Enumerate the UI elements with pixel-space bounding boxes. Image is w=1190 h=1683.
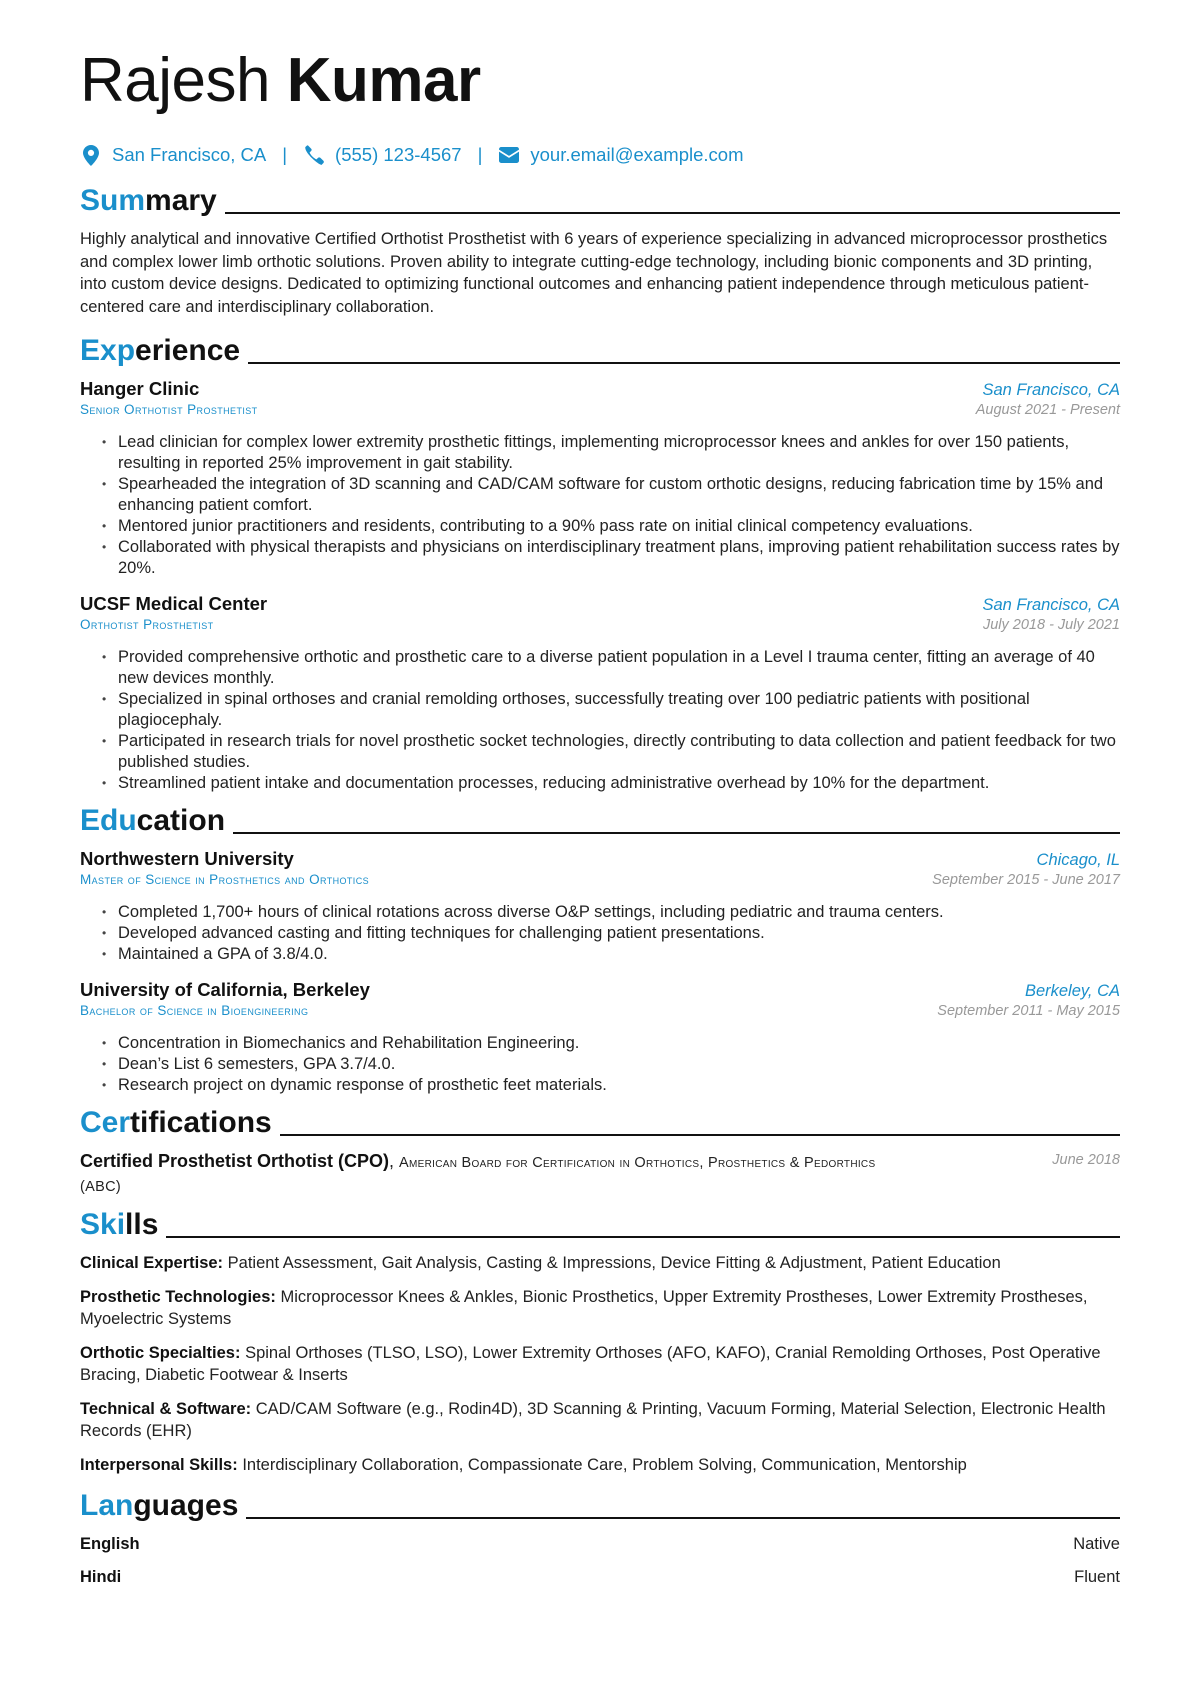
- section-header: [80, 1206, 1120, 1242]
- section-title: [80, 804, 225, 838]
- employer-name: UCSF Medical Center: [80, 593, 268, 614]
- section-header: [80, 332, 1120, 368]
- contact-location: [80, 144, 266, 166]
- skill-row: [80, 1252, 1120, 1275]
- candidate-name: [80, 40, 1120, 122]
- bullet-list: [80, 432, 1120, 579]
- section-title: [80, 1208, 158, 1242]
- bullet-list: [80, 902, 1120, 965]
- skills-section: [80, 1206, 1120, 1476]
- entry-dates: September 2015 - June 2017: [932, 872, 1120, 888]
- experience-entry: [80, 593, 1120, 794]
- experience-entry: [80, 378, 1120, 579]
- entry-dates: July 2018 - July 2021: [982, 617, 1120, 633]
- education-section: [80, 802, 1120, 1096]
- skill-category: Prosthetic Technologies:: [80, 1287, 276, 1306]
- skill-category: Orthotic Specialties:: [80, 1343, 241, 1362]
- language-row: [80, 1533, 1120, 1555]
- language-name: Hindi: [80, 1568, 122, 1586]
- education-entry: [80, 979, 1120, 1096]
- degree-title: Bachelor of Science in Bioengineering: [80, 1003, 309, 1018]
- section-title-accent: Cer: [80, 1106, 131, 1139]
- summary-text: Highly analytical and innovative Certified Orthotist Prosthetist with 6 years of experience specializing in advanced microprocessor prosthetics and complex lower limb orthotic solutions. Proven ability to integrate cutting-edge technology, including bionic components and 3D printing, into custom device designs. Dedicated to optimizing functional outcomes and enhancing patient independence through meticulous patient-centered care and interdisciplinary collaboration.: [80, 230, 1108, 316]
- certification-name: Certified Prosthetist Orthotist (CPO): [80, 1151, 390, 1171]
- employer-name: Hanger Clinic: [80, 378, 200, 399]
- list-item: • Mentored junior practitioners and residents, contributing to a 90% pass rate on initial clinical competency evaluations.: [118, 516, 1120, 537]
- section-divider: [225, 212, 1120, 214]
- section-title: [80, 334, 240, 368]
- list-item: • Developed advanced casting and fitting techniques for challenging patient presentations.: [118, 923, 1120, 944]
- languages-section: [80, 1487, 1120, 1588]
- list-item: • Lead clinician for complex lower extremity prosthetic fittings, implementing microprocessor knees and ankles for over 150 patients, resulting in reported 25% improvement in gait stability.: [118, 432, 1120, 474]
- section-title-accent: Edu: [80, 804, 137, 837]
- skill-values: Patient Assessment, Gait Analysis, Casting & Impressions, Device Fitting & Adjustment, Patient Education: [227, 1254, 1001, 1272]
- section-title-rest: mary: [145, 184, 217, 217]
- skill-values: CAD/CAM Software (e.g., Rodin4D), 3D Scanning & Printing, Vacuum Forming, Material Selection, Electronic Health Records (EHR): [80, 1399, 1106, 1440]
- entry-dates: August 2021 - Present: [975, 402, 1120, 418]
- contact-bar: [80, 142, 1120, 168]
- list-item: • Participated in research trials for novel prosthetic socket technologies, directly contributing to data collection and patient feedback for two published studies.: [118, 731, 1120, 773]
- email-text: your.email@example.com: [530, 144, 744, 165]
- section-divider: [246, 1517, 1120, 1519]
- certification-date: June 2018: [1052, 1152, 1120, 1168]
- bullet-list: [80, 1033, 1120, 1096]
- entry-location: Chicago, IL: [1036, 851, 1120, 869]
- skill-row: [80, 1454, 1120, 1477]
- certification-item: [80, 1150, 1120, 1198]
- section-title-rest: cation: [136, 804, 226, 837]
- section-divider: [248, 362, 1120, 364]
- contact-email[interactable]: [498, 144, 743, 166]
- certification-separator: ,: [389, 1151, 400, 1171]
- job-title: Orthotist Prosthetist: [80, 617, 214, 632]
- section-title: [80, 184, 217, 218]
- language-name: English: [80, 1535, 140, 1553]
- language-row: [80, 1566, 1120, 1588]
- section-title-rest: guages: [133, 1489, 239, 1522]
- contact-separator: |: [282, 144, 288, 165]
- section-title-accent: Lan: [80, 1489, 134, 1522]
- skill-values: Spinal Orthoses (TLSO, LSO), Lower Extremity Orthoses (AFO, KAFO), Cranial Remolding Orthoses, Post Operative Bracing, Diabetic Footwear & Inserts: [80, 1343, 1101, 1384]
- section-header: [80, 182, 1120, 218]
- section-title-rest: lls: [125, 1208, 159, 1241]
- certifying-body: American Board for Certification in Orthotics, Prosthetics & Pedorthics (ABC): [80, 1155, 876, 1195]
- entry-location: San Francisco, CA: [982, 381, 1120, 399]
- experience-section: [80, 332, 1120, 794]
- skill-values: Interdisciplinary Collaboration, Compassionate Care, Problem Solving, Communication, Mentorship: [242, 1455, 967, 1474]
- envelope-icon: [498, 144, 520, 166]
- section-title: [80, 1489, 238, 1523]
- list-item: • Collaborated with physical therapists and physicians on interdisciplinary treatment plans, improving patient rehabilitation success rates by 20%.: [118, 537, 1120, 579]
- school-name: University of California, Berkeley: [80, 979, 370, 1000]
- list-item: • Dean’s List 6 semesters, GPA 3.7/4.0.: [118, 1054, 1120, 1075]
- skill-category: Clinical Expertise:: [80, 1254, 224, 1272]
- contact-phone[interactable]: [303, 144, 462, 166]
- section-header: [80, 802, 1120, 838]
- job-title: Senior Orthotist Prosthetist: [80, 402, 258, 417]
- section-divider: [166, 1236, 1120, 1238]
- bullet-list: [80, 647, 1120, 794]
- section-title-accent: Ski: [80, 1208, 126, 1241]
- section-header: [80, 1104, 1120, 1140]
- language-level: Fluent: [1074, 1568, 1120, 1586]
- list-item: • Streamlined patient intake and documentation processes, reducing administrative overhead by 10% for the department.: [118, 773, 1120, 794]
- list-item: • Spearheaded the integration of 3D scanning and CAD/CAM software for custom orthotic designs, reducing fabrication time by 15% and enhancing patient comfort.: [118, 474, 1120, 516]
- phone-icon: [303, 144, 325, 166]
- skill-category: Interpersonal Skills:: [80, 1455, 238, 1474]
- first-name: Rajesh: [80, 46, 270, 115]
- certification-text: [80, 1150, 910, 1198]
- school-name: Northwestern University: [80, 848, 294, 869]
- phone-text: (555) 123-4567: [335, 144, 462, 165]
- section-title-rest: erience: [135, 334, 241, 367]
- skill-row: [80, 1398, 1120, 1443]
- summary-section: [80, 182, 1120, 318]
- skill-row: [80, 1286, 1120, 1331]
- language-level: Native: [1073, 1535, 1120, 1553]
- skill-values: Microprocessor Knees & Ankles, Bionic Prosthetics, Upper Extremity Prostheses, Lower Extremity Prostheses, Myoelectric Systems: [80, 1287, 1088, 1328]
- list-item: • Specialized in spinal orthoses and cranial remolding orthoses, successfully treating over 100 pediatric patients with positional plagiocephaly.: [118, 689, 1120, 731]
- section-title: [80, 1106, 272, 1140]
- section-title-rest: tifications: [130, 1106, 272, 1139]
- skill-row: [80, 1342, 1120, 1387]
- skill-category: Technical & Software:: [80, 1399, 252, 1418]
- certifications-section: [80, 1104, 1120, 1198]
- entry-location: San Francisco, CA: [982, 596, 1120, 614]
- list-item: • Research project on dynamic response of prosthetic feet materials.: [118, 1075, 1120, 1096]
- map-pin-icon: [80, 144, 102, 166]
- list-item: • Maintained a GPA of 3.8/4.0.: [118, 944, 1120, 965]
- resume-page: [80, 40, 1120, 1599]
- section-header: [80, 1487, 1120, 1523]
- list-item: • Concentration in Biomechanics and Rehabilitation Engineering.: [118, 1033, 1120, 1054]
- list-item: • Completed 1,700+ hours of clinical rotations across diverse O&P settings, including pediatric and trauma centers.: [118, 902, 1120, 923]
- education-entry: [80, 848, 1120, 965]
- contact-separator: |: [477, 144, 483, 165]
- degree-title: Master of Science in Prosthetics and Orthotics: [80, 872, 370, 887]
- section-divider: [233, 832, 1120, 834]
- section-title-accent: Sum: [80, 184, 146, 217]
- list-item: • Provided comprehensive orthotic and prosthetic care to a diverse patient population in a Level I trauma center, fitting an average of 40 new devices monthly.: [118, 647, 1120, 689]
- location-text: San Francisco, CA: [112, 144, 267, 165]
- last-name: Kumar: [286, 46, 481, 115]
- entry-dates: September 2011 - May 2015: [937, 1003, 1120, 1019]
- entry-location: Berkeley, CA: [1024, 982, 1120, 1000]
- section-title-accent: Exp: [80, 334, 136, 367]
- section-divider: [280, 1134, 1120, 1136]
